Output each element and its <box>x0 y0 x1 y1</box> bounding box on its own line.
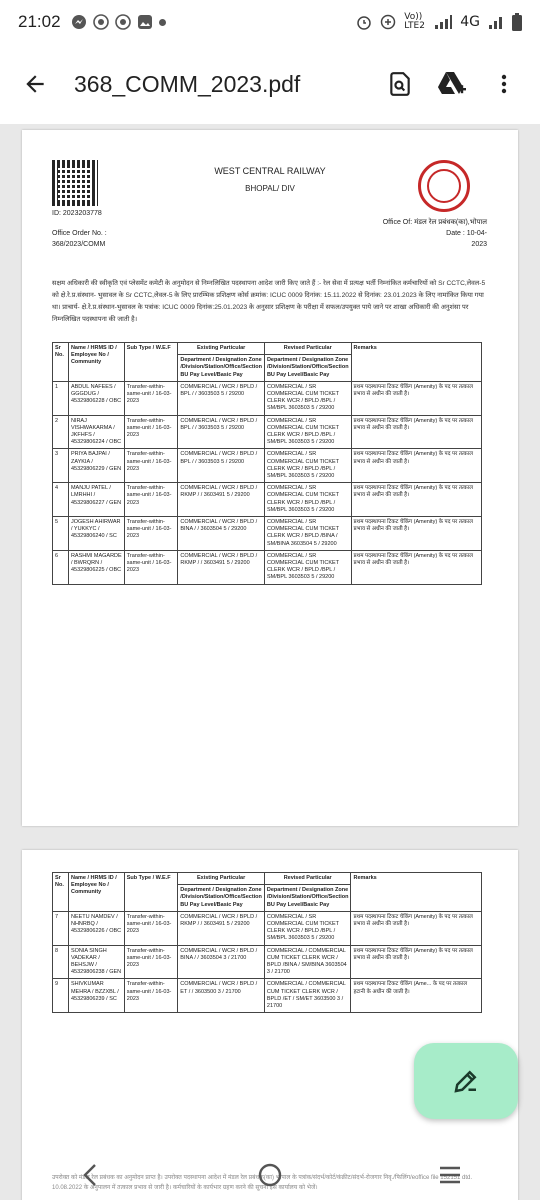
notification-icons <box>71 14 166 30</box>
cell-name: SONIA SINGH VADEKAR / BEHSJW / 45329806238 / GEN <box>68 945 124 979</box>
document-id: ID: 2023203778 <box>52 210 102 217</box>
col-existing: Existing Particular <box>178 873 265 885</box>
signal-icon <box>434 15 452 29</box>
cell-sub: Transfer-within-same-unit / 16-03-2023 <box>124 381 178 415</box>
more-options-button[interactable] <box>482 62 526 106</box>
data-saver-icon <box>380 14 396 30</box>
cell-sr: 1 <box>53 381 69 415</box>
order-intro-text: सक्षम अधिकारी की स्वीकृति एवं प्लेसमेंट कमेटी के अनुमोदन से निम्नलिखित पदस्थापना आदेश जारी किए जाते हैं :- रेल सेवा में प्रत्यक्ष भर्ती निम्नांकित कर्मचारियों को Sr CCTC,लेवल-5 को क्षे.रे.प्र.संस्थान- भुसावल के Sr CCTC,लेवल-5 के लिए प्रारम्भिक प्रशिक्षण कोर्स क्रमांक: ICUC 0009 दिनांक: 15.11.2022 से दिनांक: 23.01.2023 के लिए नामांकित किया गया था। प्राचार्य- क्षे.रे.प्र.संस्थान-भुसावल के पत्रांक: ICUC 0009 दिनांक:25.01.2023 के अनुसार प्रशिक्षण के परीक्षा में सफल/उपयुक्त पाये जाने पर शाखा अधिकारी की अनुशंसा पर निम्नलिखित पदस्थापना की जाती है। <box>52 280 486 323</box>
nav-recents-button[interactable] <box>420 1155 480 1195</box>
cell-revised: COMMERCIAL / SR COMMERCIAL CUM TICKET CLERK WCR / BPLD /BPL / SM/BPL 3603503 5 / 29200 <box>264 381 351 415</box>
nav-back-button[interactable] <box>60 1155 120 1195</box>
arrow-left-icon <box>22 71 48 97</box>
cell-existing: COMMERCIAL / WCR / BPLD / RKMP / / 3603491 5 / 29200 <box>178 483 265 517</box>
system-icons <box>356 13 522 31</box>
cell-revised: COMMERCIAL / SR COMMERCIAL CUM TICKET CLERK WCR / BPLD /BPL / SM/BPL 3603503 5 / 29200 <box>264 415 351 449</box>
table-row <box>53 550 482 584</box>
volte-label: Vo)) LTE2 <box>404 12 425 31</box>
cell-remarks: प्रथम पदस्थापना टिकट चेकिंग (Amenity) के पद पर तत्काल प्रभाव से अधीन की जाती है। <box>351 945 482 979</box>
search-in-document-button[interactable] <box>378 62 422 106</box>
cell-sub: Transfer-within-same-unit / 16-03-2023 <box>124 449 178 483</box>
more-notifications-dot <box>159 19 166 26</box>
table-row <box>53 945 482 979</box>
table-row <box>53 911 482 945</box>
cell-existing: COMMERCIAL / WCR / BPLD / RKMP / / 3603491 5 / 29200 <box>178 911 265 945</box>
gallery-icon <box>137 14 153 30</box>
home-circle-icon <box>257 1162 283 1188</box>
office-order-label: Office Order No. : <box>52 230 107 237</box>
col-revised: Revised Particular <box>264 873 351 885</box>
add-to-drive-icon <box>437 70 467 98</box>
cell-existing: COMMERCIAL / WCR / BPLD / BINA / / 3603504 5 / 29200 <box>178 517 265 551</box>
table-header-row <box>53 343 482 355</box>
pdf-page-2 <box>22 850 518 1200</box>
cell-sub: Transfer-within-same-unit / 16-03-2023 <box>124 979 178 1013</box>
cell-sr: 7 <box>53 911 69 945</box>
col-name: Name / HRMS ID / Employee No / Community <box>68 343 124 382</box>
date-label: Date : 10-04- <box>446 230 487 237</box>
edit-fab[interactable] <box>414 1043 518 1119</box>
back-button[interactable] <box>14 63 56 105</box>
clock: 21:02 <box>18 12 61 31</box>
nav-home-button[interactable] <box>240 1155 300 1195</box>
chevron-left-icon <box>82 1163 98 1187</box>
more-vert-icon <box>492 72 516 96</box>
cell-sub: Transfer-within-same-unit / 16-03-2023 <box>124 415 178 449</box>
app-bar <box>0 44 540 124</box>
existing-subheader: Department / Designation Zone /Division/Station/Office/Section BU Pay Level/Basic Pay <box>178 885 265 912</box>
table-row <box>53 979 482 1013</box>
cell-revised: COMMERCIAL / COMMERCIAL CUM TICKET CLERK WCR / BPLD /ET / SM/ET 3603500 3 / 21700 <box>264 979 351 1013</box>
cell-name: SHIVKUMAR MEHRA / BZZXBL / 45329806239 / SC <box>68 979 124 1013</box>
cell-sr: 6 <box>53 550 69 584</box>
whatsapp-icon <box>115 14 131 30</box>
cell-name: RASHMI MAGARDE / BWRQRN / 45329806225 / OBC <box>68 550 124 584</box>
cell-remarks: प्रथम पदस्थापना टिकट चेकिंग (Amenity) के पद पर तत्काल प्रभाव से अधीन की जाती है। <box>351 911 482 945</box>
col-subtype: Sub Type / W.E.F <box>124 873 178 912</box>
network-type: 4G <box>460 14 480 30</box>
cell-remarks: प्रथम पदस्थापना टिकट चेकिंग (Amenity) के पद पर तत्काल प्रभाव से अधीन की जाती है। <box>351 381 481 415</box>
cell-remarks: प्रथम पदस्थापना टिकट चेकिंग (Amenity) के पद पर तत्काल प्रभाव से अधीन की जाती है। <box>351 415 481 449</box>
cell-revised: COMMERCIAL / SR COMMERCIAL CUM TICKET CLERK WCR / BPLD /BPL / SM/BPL 3603503 5 / 29200 <box>264 449 351 483</box>
alarm-icon <box>356 14 372 30</box>
messenger-icon <box>71 14 87 30</box>
col-sr: Sr No. <box>53 343 69 382</box>
cell-sub: Transfer-within-same-unit / 16-03-2023 <box>124 911 178 945</box>
revised-subheader: Department / Designation Zone /Division/Station/Office/Section BU Pay Level/Basic Pay <box>264 885 351 912</box>
posting-table <box>52 342 482 585</box>
pdf-viewer[interactable] <box>0 124 540 1200</box>
cell-remarks: प्रथम पदस्थापना टिकट चेकिंग (Amenity) के पद पर तत्काल प्रभाव से अधीन की जाती है। <box>351 483 481 517</box>
cell-name: JOGESH AHIRWAR / YUKKYC / 45329806240 / SC <box>68 517 124 551</box>
table-row <box>53 449 482 483</box>
col-revised: Revised Particular <box>264 343 351 355</box>
cell-name: NEETU NAMDEV / NHNRBQ / 45329806226 / OBC <box>68 911 124 945</box>
existing-subheader: Department / Designation Zone /Division/Station/Office/Section BU Pay Level/Basic Pay <box>178 355 265 382</box>
cell-sr: 8 <box>53 945 69 979</box>
cell-revised: COMMERCIAL / COMMERCIAL CUM TICKET CLERK WCR / BPLD /BINA / SM/BINA 3603504 3 / 21700 <box>264 945 351 979</box>
search-in-document-icon <box>387 71 413 97</box>
cell-sub: Transfer-within-same-unit / 16-03-2023 <box>124 945 178 979</box>
col-remarks: Remarks <box>351 343 481 382</box>
cell-remarks: प्रथम पदस्थापना टिकट चेकिंग (Amenity) के पद पर तत्काल प्रभाव से अधीन की जाती है। <box>351 517 481 551</box>
cell-sr: 3 <box>53 449 69 483</box>
office-of: Office Of: मंडल रेल प्रबंधक(का),भोपाल <box>382 219 487 226</box>
cell-revised: COMMERCIAL / SR COMMERCIAL CUM TICKET CLERK WCR / BPLD /BINA / SM/BINA 3603504 5 / 29200 <box>264 517 351 551</box>
cell-sub: Transfer-within-same-unit / 16-03-2023 <box>124 483 178 517</box>
cell-revised: COMMERCIAL / SR COMMERCIAL CUM TICKET CLERK WCR / BPLD /BPL / SM/BPL 3603503 5 / 29200 <box>264 911 351 945</box>
organization-name: WEST CENTRAL RAILWAY <box>214 166 326 176</box>
posting-table-continued <box>52 872 482 1013</box>
table-header-row <box>53 873 482 885</box>
cell-remarks: प्रथम पदस्थापना टिकट चेकिंग (Amenity) के पद पर तत्काल प्रभाव से अधीन की जाती है। <box>351 550 481 584</box>
cell-sr: 5 <box>53 517 69 551</box>
col-subtype: Sub Type / W.E.F <box>124 343 178 382</box>
table-row <box>53 517 482 551</box>
recents-icon <box>438 1165 462 1185</box>
cell-remarks: प्रथम पदस्थापना टिकट चेकिंग (Ame... के पद पर तत्काल हटानी के अधीन की जाती है। <box>351 979 482 1013</box>
table-row <box>53 483 482 517</box>
cell-sub: Transfer-within-same-unit / 16-03-2023 <box>124 517 178 551</box>
whatsapp-icon <box>93 14 109 30</box>
document-title: 368_COMM_2023.pdf <box>74 70 301 97</box>
system-nav-bar <box>0 1150 540 1200</box>
cell-revised: COMMERCIAL / SR COMMERCIAL CUM TICKET CLERK WCR / BPLD /BPL / SM/BPL 3603503 5 / 29200 <box>264 550 351 584</box>
date-year: 2023 <box>471 241 487 248</box>
cell-sr: 2 <box>53 415 69 449</box>
col-existing: Existing Particular <box>178 343 265 355</box>
office-order-number: 368/2023/COMM <box>52 241 106 248</box>
add-to-drive-button[interactable] <box>430 62 474 106</box>
col-name: Name / HRMS ID / Employee No / Community <box>68 873 124 912</box>
cell-sr: 9 <box>53 979 69 1013</box>
revised-subheader: Department / Designation Zone /Division/Station/Office/Section BU Pay Level/Basic Pay <box>264 355 351 382</box>
cell-existing: COMMERCIAL / WCR / BPLD / BPL / / 3603503 5 / 29200 <box>178 449 265 483</box>
pdf-page-1 <box>22 130 518 826</box>
cell-name: NIRAJ VISHWAKARMA / JKFHFS / 45329806224 / OBC <box>68 415 124 449</box>
cell-existing: COMMERCIAL / WCR / BPLD / RKMP / / 3603491 5 / 29200 <box>178 550 265 584</box>
division-name: BHOPAL/ DIV <box>245 184 295 193</box>
cell-existing: COMMERCIAL / WCR / BPLD / BPL / / 3603503 5 / 29200 <box>178 415 265 449</box>
cell-existing: COMMERCIAL / WCR / BPLD / BINA / / 3603504 3 / 21700 <box>178 945 265 979</box>
table-row <box>53 415 482 449</box>
edit-pen-icon <box>451 1066 481 1096</box>
status-bar <box>0 0 540 44</box>
cell-name: PRIYA BAJPAI / ZAYKIA / 45329806229 / GEN <box>68 449 124 483</box>
signal-icon-2 <box>488 15 504 29</box>
cell-name: ABDUL NAFEES / GGGDUG / 45329806228 / OBC <box>68 381 124 415</box>
cell-sub: Transfer-within-same-unit / 16-03-2023 <box>124 550 178 584</box>
cell-sr: 4 <box>53 483 69 517</box>
col-sr: Sr No. <box>53 873 69 912</box>
col-remarks: Remarks <box>351 873 482 912</box>
table-row <box>53 381 482 415</box>
cell-remarks: प्रथम पदस्थापना टिकट चेकिंग (Amenity) के पद पर तत्काल प्रभाव से अधीन की जाती है। <box>351 449 481 483</box>
cell-name: MANJU PATEL / LMRHHI / 45329806227 / GEN <box>68 483 124 517</box>
footer-note: उपरोक्त को मंडल रेल प्रबंधक का अनुमोदन प्राप्त है। उपरोक्त पदस्थापना आदेश में मंडल रेल प्रबंधक(का) भोपाल के पत्रांक/संदर्भ/कोर्ट/कंक्रीट/संदर्भ-रोजगार निवृ./फिलिंग/eoffice file 152151 dtd. 10.08.2022 के अनुपालन में तत्काल प्रभाव से जारी है। कर्मचारियों के कार्यभार ग्रहण करने की सूचना इस कार्यालय को भेजें। <box>52 1175 473 1191</box>
cell-existing: COMMERCIAL / WCR / BPLD / BPL / / 3603503 5 / 29200 <box>178 381 265 415</box>
battery-icon <box>512 13 522 31</box>
cell-revised: COMMERCIAL / SR COMMERCIAL CUM TICKET CLERK WCR / BPLD /BPL / SM/BPL 3603503 5 / 29200 <box>264 483 351 517</box>
cell-existing: COMMERCIAL / WCR / BPLD / ET / / 3603500 3 / 21700 <box>178 979 265 1013</box>
